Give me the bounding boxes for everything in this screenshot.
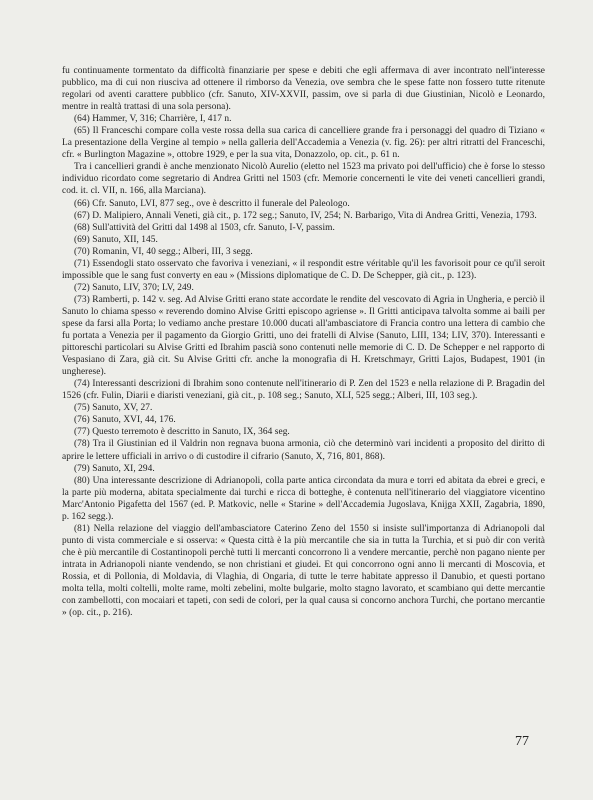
footnote: (76) Sanuto, XVI, 44, 176. [74, 415, 176, 426]
footnote: (74) Interessanti descrizioni di Ibrahim sono contenute nell'itinerario di P. Zen del 1523 e nella relazione di P. Bragadin del 1526 (cfr. Fulin, Diarii e diaristi veneziani, già cit., p. 108 seg.; Sanuto, XLI, 525 segg.; Alberi, III, 103 seg.). [62, 379, 545, 402]
footnote: (77) Questo terremoto è descritto in Sanuto, IX, 364 seg. [74, 427, 290, 438]
paragraph: fu continuamente tormentato da difficoltà finanziarie per spese e debiti che egli affermava di aver incontrato nell'interesse pubblico, ma di cui non riusciva ad ottenere il rimborso da Venezia, ove sembra che le spese fatte non fossero tutte ritenute regolari od aventi carattere pubblico (cfr. Sanuto, XIV-XXVII, passim, ove si parla di due Giustinian, Nicolò e Leonardo, mentre in realtà trattasi di una sola persona). [62, 66, 545, 113]
page-number: 77 [515, 734, 529, 749]
footnote: (75) Sanuto, XV, 27. [74, 403, 153, 414]
footnote: (68) Sull'attività del Gritti dal 1498 al 1503, cfr. Sanuto, I-V, passim. [74, 222, 335, 233]
footnote: (67) D. Malipiero, Annali Veneti, già cit., p. 172 seg.; Sanuto, IV, 254; N. Barbarigo, Vita di Andrea Gritti, Venezia, 1793. [74, 210, 537, 221]
footnote: (73) Ramberti, p. 142 v. seg. Ad Alvise Gritti erano state accordate le rendite del vescovato di Agria in Ungheria, e perciò il Sanuto lo chiama spesso « reverendo domino Alvise Gritti episcopo agriense ». Il Gritti anticipava talvolta somme ai baili per spese da farsi alla Porta; lo vediamo anche prestare 10.000 ducati all'ambasciatore di Francia contro una lettera di cambio che fu portata a Venezia per il pagamento da Giorgio Gritti, uno dei fratelli di Alvise (Sanuto, LIII, 134; LIV, 370). Interessanti e pittoreschi particolari su Alvise Gritti ed Ibrahim pascià sono contenuti nelle memorie di C. D. De Schepper e nel rapporto di Vespasiano di Zara, già cit. Su Alvise Gritti cfr. anche la monografia di H. Kretschmayr, Gritti Lajos, Budapest, 1901 (in ungherese). [62, 294, 545, 378]
footnote: (72) Sanuto, LIV, 370; LV, 249. [74, 282, 194, 293]
footnote: (71) Essendogli stato osservato che favoriva i veneziani, « il respondit estre véritable qu'il les favorisoit pour ce qu'il seroit impossible que le sang fust converty en eau » (Missions diplomatique de C. D. De Schepper, già cit., p. 123). [62, 258, 545, 281]
footnote: (80) Una interessante descrizione di Adrianopoli, colla parte antica circondata da mura e torri ed abitata da ebrei e greci, e la parte più moderna, abitata specialmente dai turchi e ricca di botteghe, è contenuta nell'itinerario del viaggiatore vicentino Marc'Antonio Pigafetta del 1567 (ed. P. Matkovic, nelle « Starine » dell'Accademia Jugoslava, Knijga XXII, Zagabria, 1890, p. 162 segg.). [62, 475, 545, 522]
footnote: (66) Cfr. Sanuto, LVI, 877 seg., ove è descritto il funerale del Paleologo. [74, 198, 350, 209]
paragraph: Tra i cancellieri grandi è anche menzionato Nicolò Aurelio (eletto nel 1523 ma privato poi dell'ufficio) che è forse lo stesso individuo ricordato come segretario di Andrea Gritti nel 1503 (cfr. Memorie concernenti le vite dei veneti cancellieri grandi, cod. it. cl. VII, n. 166, alla Marciana). [62, 162, 545, 197]
footnote: (65) Il Franceschi compare colla veste rossa della sua carica di cancelliere grande fra i personaggi del quadro di Tiziano « La presentazione della Vergine al tempio » nella galleria dell'Accademia a Venezia (v. fig. 26): per altri ritratti del Franceschi, cfr. « Burlington Magazine », ottobre 1929, e per la sua vita, Donazzolo, op. cit., p. 61 n. [62, 126, 545, 161]
footnote: (64) Hammer, V, 316; Charrière, I, 417 n. [74, 114, 232, 125]
footnote: (70) Romanin, VI, 40 segg.; Alberi, III, 3 segg. [74, 246, 253, 257]
footnote: (78) Tra il Giustinian ed il Valdrin non regnava buona armonia, ciò che determinò vari incidenti a proposito del diritto di aprire le lettere ufficiali in arrivo o di custodire il cifrario (Sanuto, X, 716, 801, 868). [62, 439, 545, 462]
footnote: (81) Nella relazione del viaggio dell'ambasciatore Caterino Zeno del 1550 si insiste sull'importanza di Adrianopoli dal punto di vista commerciale e si osserva: « Questa città è la più mercantile che sia in tutta la Turchia, et si può dir con verità che è più mercantile di Costantinopoli perchè tutti li mercanti concorrono lì a vendere mercantie, perchè non pagano niente per intrata in Adrianopoli niante vendendo, se non christiani et giudei. Et qui concorrono ogni anno li mercanti di Moscovia, et Rossia, et di Pollonia, di Moldavia, di Vlaghia, di Ongaria, di tutte le terre habitate appresso il Danubio, et questi portano molta tella, molti coltelli, molte rame, molti zebelini, molte bulgarie, molto stagno lavorato, et scambiano qui dette mercantie con zambellotti, con mocaiari et tapeti, con sedi de colori, per la qual causa si concorno anchora Turchi, che portano mercantie » (op. cit., p. 216). [62, 523, 545, 619]
footnotes-body [62, 65, 545, 619]
footnote: (69) Sanuto, XII, 145. [74, 234, 158, 245]
footnote: (79) Sanuto, XI, 294. [74, 463, 155, 474]
